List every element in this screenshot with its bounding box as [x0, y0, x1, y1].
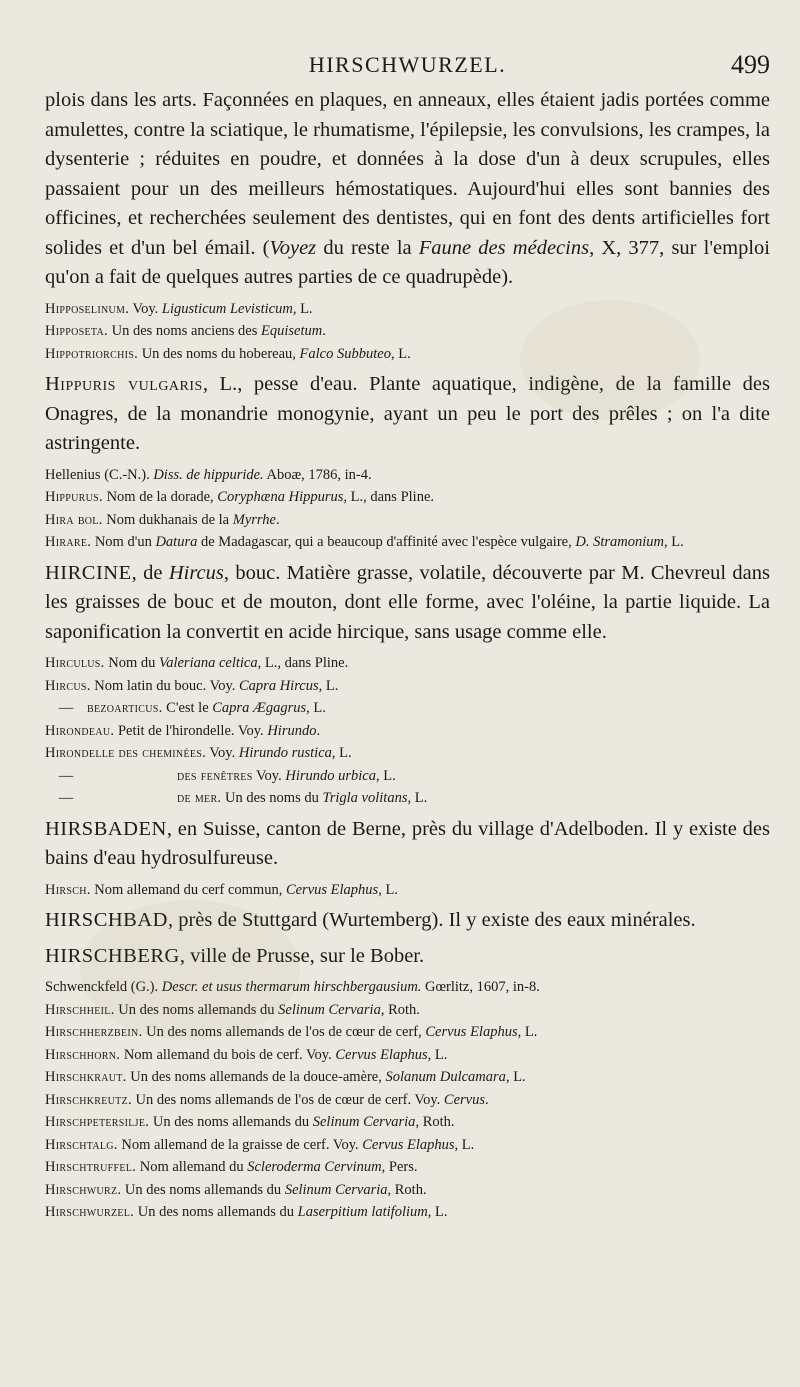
entry-hirschkreutz: Hirschkreutz. Un des noms allemands de l'os de cœur de cerf. Voy. Cervus. [45, 1091, 489, 1108]
entry-hirsch: Hirsch. Nom allemand du cerf commun, Cervus Elaphus, L. [45, 881, 398, 898]
entry-hirschbad: HIRSCHBAD, près de Stuttgard (Wurtemberg). Il y existe des eaux minérales. [45, 909, 696, 931]
ref-hellenius: Hellenius (C.-N.). Diss. de hippuride. Aboæ, 1786, in-4. [45, 466, 372, 483]
entry-hircine: HIRCINE, de Hircus, bouc. Matière grasse, volatile, découverte par M. Chevreul dans les graisses de bouc et de mouton, dont elle forme, avec l'oléine, la partie liquide. La saponification la convertit en acide hircique, sans usage comme elle. [45, 561, 770, 643]
entry-hipposelinum: Hipposelinum. Voy. Ligusticum Levisticum, L. [45, 300, 313, 317]
entry-hirschwurzel: Hirschwurzel. Un des noms allemands du Laserpitium latifolium, L. [45, 1204, 448, 1220]
entry-hirculus: Hirculus. Nom du Valeriana celtica, L., dans Pline. [45, 655, 349, 671]
entry-hirare: Hirare. Nom d'un Datura de Madagascar, qui a beaucoup d'affinité avec l'espèce vulgaire, D. Stramonium, L. [45, 534, 684, 550]
entry-hirondelle-des-fenetres: — des fenêtres Voy. Hirundo urbica, L. [58, 767, 396, 784]
paragraph-intro: plois dans les arts. Façonnées en plaques, en anneaux, elles étaient jadis portées comme amulettes, contre la sciatique, le rhumatisme, l'épilepsie, les convulsions, les crampes, la dysenterie ; réduites en poudre, et données à la dose d'un à deux scrupules, elles passaient pour un des meilleurs hémostatiques. Aujourd'hui elles sont bannies des officines, et recherchées seulement des dentistes, qui en font des dents artificielles fort solides et d'un bel émail. (Voyez du reste la Faune des médecins, X, 377, sur l'emploi qu'on a fait de quelques autres parties de ce quadrupède). [45, 89, 770, 288]
entry-hipposeta: Hipposeta. Un des noms anciens des Equisetum. [45, 323, 326, 339]
entry-hirschpetersilje: Hirschpetersilje. Un des noms allemands du Selinum Cervaria, Roth. [45, 1114, 455, 1130]
page-number: 499 [731, 50, 770, 79]
entry-hirschberg: HIRSCHBERG, ville de Prusse, sur le Bober. [45, 944, 425, 967]
entry-hirschwurz: Hirschwurz. Un des noms allemands du Selinum Cervaria, Roth. [45, 1181, 427, 1198]
ref-schwenckfeld: Schwenckfeld (G.). Descr. et usus thermarum hirschbergausium. Gœrlitz, 1607, in-8. [45, 979, 540, 995]
entry-hirschherzbein: Hirschherzbein. Un des noms allemands de l'os de cœur de cerf, Cervus Elaphus, L. [45, 1024, 538, 1040]
entry-hirschtruffel: Hirschtruffel. Nom allemand du Scleroderma Cervinum, Pers. [45, 1159, 418, 1175]
entry-hirschheil: Hirschheil. Un des noms allemands du Selinum Cervaria, Roth. [45, 1001, 420, 1018]
entry-hircus: Hircus. Nom latin du bouc. Voy. Capra Hircus, L. [45, 677, 339, 694]
entry-hippotriorchis: Hippotriorchis. Un des noms du hobereau, Falco Subbuteo, L. [45, 345, 411, 362]
entry-hirschtalg: Hirschtalg. Nom allemand de la graisse de cerf. Voy. Cervus Elaphus, L. [45, 1136, 475, 1153]
entry-hippuris-vulgaris: Hippuris vulgaris, L., pesse d'eau. Plante aquatique, indigène, de la famille des Onagres, de la monandrie monogynie, ayant un peu le port des prêles ; on l'a dite astringente. [45, 373, 770, 454]
entry-hira-bol: Hira bol. Nom dukhanais de la Myrrhe. [45, 511, 280, 528]
running-title: HIRSCHWURZEL. [308, 52, 507, 77]
entry-hirsbaden: HIRSBADEN, en Suisse, canton de Berne, près du village d'Adelboden. Il y existe des bains d'eau hydrosulfureuse. [45, 817, 770, 869]
entry-hirondeau: Hirondeau. Petit de l'hirondelle. Voy. Hirundo. [45, 722, 321, 739]
entry-hirschkraut: Hirschkraut. Un des noms allemands de la douce-amère, Solanum Dulcamara, L. [45, 1069, 526, 1085]
entry-hirschhorn: Hirschhorn. Nom allemand du bois de cerf. Voy. Cervus Elaphus, L. [45, 1046, 448, 1063]
entry-hippurus: Hippurus. Nom de la dorade, Coryphæna Hippurus, L., dans Pline. [45, 489, 435, 505]
running-head [45, 48, 770, 86]
entry-hirondelle-de-mer: — de mer. Un des noms du Trigla volitans, L. [58, 790, 428, 806]
entry-hircus-bezoarticus: — bezoarticus. C'est le Capra Ægagrus, L. [58, 700, 326, 716]
entry-hirondelle-des-cheminees: Hirondelle des cheminées. Voy. Hirundo rustica, L. [45, 745, 352, 761]
